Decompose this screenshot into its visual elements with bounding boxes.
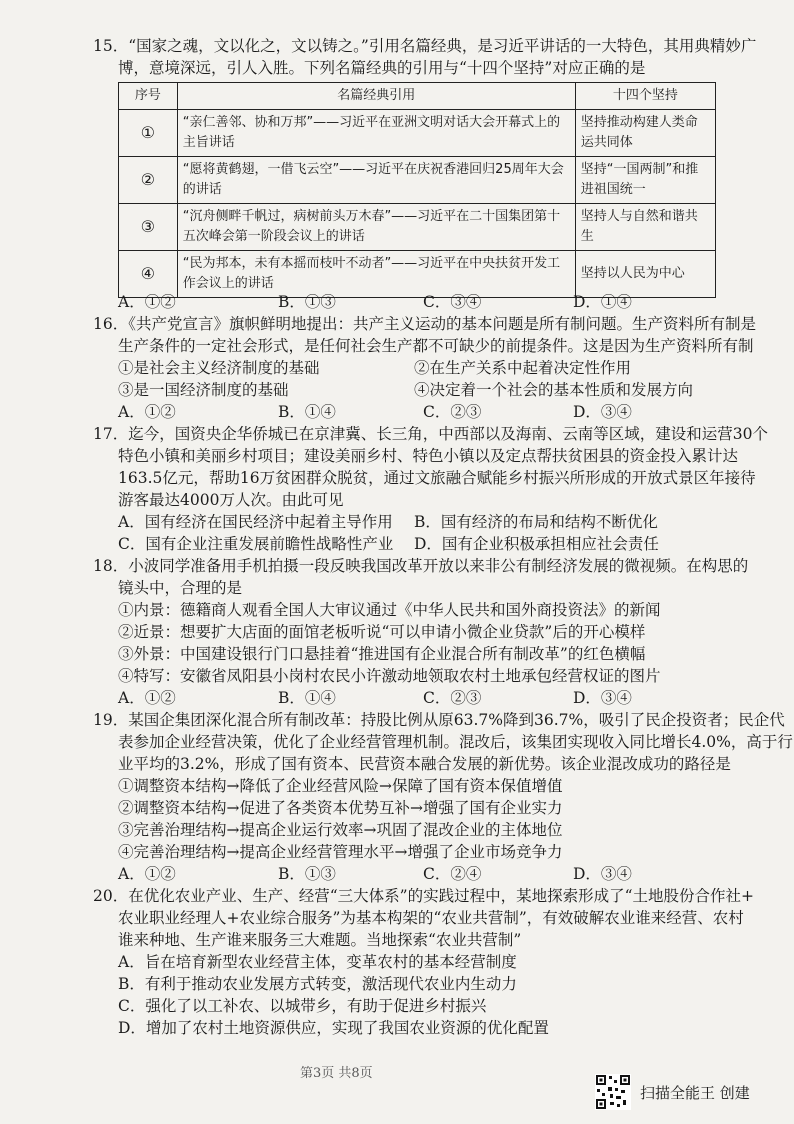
option-b[interactable]: B．①③	[278, 293, 336, 311]
statement-2: ②在生产关系中起着决定性作用	[414, 359, 632, 377]
question-17-stem-line-3: 163.5亿元，帮助16万贫困群众脱贫，通过文旅融合赋能乡村振兴所形成的开放式景区年接待	[118, 469, 756, 487]
option-c[interactable]: C．③④	[423, 293, 482, 311]
option-d[interactable]: D．③④	[573, 689, 632, 707]
option-c[interactable]: C．②④	[423, 865, 482, 883]
option-b[interactable]: B．国有经济的布局和结构不断优化	[414, 513, 658, 531]
statement-1: ①调整资本结构→降低了企业经营风险→保障了国有资本保值增值	[118, 777, 563, 795]
question-17-stem-line-4: 游客最达4000万人次。由此可见	[118, 491, 344, 509]
question-16-stem-line-1: 16．《共产党宣言》旗帜鲜明地提出：共产主义运动的基本问题是所有制问题。生产资料所有制是	[93, 315, 756, 333]
option-b[interactable]: B．有利于推动农业发展方式转变，激活现代农业内生动力	[118, 975, 517, 993]
table-cell-persist: 坚持“一国两制”和推进祖国统一	[575, 157, 715, 204]
table-cell-persist: 坚持以人民为中心	[575, 251, 715, 298]
table-cell-index: ②	[119, 157, 178, 204]
option-b[interactable]: B．①③	[278, 865, 336, 883]
question-19-stem-line-3: 业平均的3.2%，形成了国有资本、民营资本融合发展的新优势。该企业混改成功的路径是	[118, 755, 731, 773]
option-b[interactable]: B．①④	[278, 403, 336, 421]
statement-4: ④完善治理结构→提高企业经营管理水平→增强了企业市场竞争力	[118, 843, 563, 861]
question-18-stem-line-2: 镜头中，合理的是	[118, 579, 243, 597]
question-17-stem-line-2: 特色小镇和美丽乡村项目；建设美丽乡村、特色小镇以及定点帮扶贫困县的资金投入累计达	[118, 447, 739, 465]
table-cell-quote: “沉舟侧畔千帆过，病树前头万木春”——习近平在二十国集团第十五次峰会第一阶段会议上的讲话	[177, 204, 575, 251]
option-a[interactable]: A．旨在培育新型农业经营主体，变革农村的基本经营制度	[118, 953, 517, 971]
question-19-stem-line-1: 19．某国企集团深化混合所有制改革：持股比例从原63.7%降到36.7%，吸引了民企投资者；民企代	[93, 711, 785, 729]
question-16-stem-line-2: 生产条件的一定社会形式，是任何社会生产都不可缺少的前提条件。这是因为生产资料所有制	[118, 337, 754, 355]
option-c[interactable]: C．国有企业注重发展前瞻性战略性产业	[118, 535, 394, 553]
statement-2: ②调整资本结构→促进了各类资本优势互补→增强了国有企业实力	[118, 799, 563, 817]
option-a[interactable]: A．①②	[118, 293, 176, 311]
table-header-index: 序号	[119, 83, 178, 110]
question-19-stem-line-2: 表参加企业经营决策，优化了企业经营管理机制。混改后，该集团实现收入同比增长4.0%，高于行	[118, 733, 793, 751]
question-20-stem-line-2: 农业职业经理人+农业综合服务”为基本构架的“农业共营制”，有效破解农业谁来经营、农村	[118, 909, 744, 927]
table-cell-quote: “民为邦本，未有本摇而枝叶不动者”——习近平在中央扶贫开发工作会议上的讲话	[177, 251, 575, 298]
option-a[interactable]: A．①②	[118, 689, 176, 707]
statement-4: ④决定着一个社会的基本性质和发展方向	[414, 381, 694, 399]
option-d[interactable]: D．③④	[573, 865, 632, 883]
statement-3: ③完善治理结构→提高企业运行效率→巩固了混改企业的主体地位	[118, 821, 563, 839]
table-row	[119, 251, 716, 298]
table-header-row	[119, 83, 716, 110]
statement-2: ②近景：想要扩大店面的面馆老板听说“可以申请小微企业贷款”后的开心模样	[118, 623, 646, 641]
table-header-quote: 名篇经典引用	[177, 83, 575, 110]
table-cell-index: ③	[119, 204, 178, 251]
option-b[interactable]: B．①④	[278, 689, 336, 707]
question-15-stem-line-1: 15．“国家之魂，文以化之，文以铸之。”引用名篇经典，是习近平讲话的一大特色，其用典精妙广	[93, 37, 757, 55]
table-header-persist: 十四个坚持	[575, 83, 715, 110]
statement-4: ④特写：安徽省凤阳县小岗村农民小许激动地领取农村土地承包经营权证的图片	[118, 667, 661, 685]
statement-1: ①内景：德籍商人观看全国人大审议通过《中华人民共和国外商投资法》的新闻	[118, 601, 661, 619]
option-a[interactable]: A．①②	[118, 403, 176, 421]
option-d[interactable]: D．增加了农村土地资源供应，实现了我国农业资源的优化配置	[118, 1019, 549, 1037]
scanner-watermark: 扫描全能王 创建	[640, 1084, 750, 1102]
question-20-stem-line-3: 谁来种地、生产谁来服务三大难题。当地探索“农业共营制”	[118, 931, 522, 949]
option-c[interactable]: C．强化了以工补农、以城带乡，有助于促进乡村振兴	[118, 997, 487, 1015]
statement-3: ③外景：中国建设银行门口悬挂着“推进国有企业混合所有制改革”的红色横幅	[118, 645, 646, 663]
statement-3: ③是一国经济制度的基础	[118, 381, 289, 399]
table-cell-index: ④	[119, 251, 178, 298]
table-row	[119, 110, 716, 157]
question-20-stem-line-1: 20．在优化农业产业、生产、经营“三大体系”的实践过程中，某地探索形成了“土地股份合作社+	[93, 887, 754, 905]
page-footer: 第3页 共8页	[300, 1066, 373, 1081]
option-a[interactable]: A．①②	[118, 865, 176, 883]
option-a[interactable]: A．国有经济在国民经济中起着主导作用	[118, 513, 393, 531]
option-d[interactable]: D．①④	[573, 293, 632, 311]
option-d[interactable]: D．国有企业积极承担相应社会责任	[414, 535, 659, 553]
table-cell-persist: 坚持推动构建人类命运共同体	[575, 110, 715, 157]
table-row	[119, 204, 716, 251]
table-cell-persist: 坚持人与自然和谐共生	[575, 204, 715, 251]
question-18-stem-line-1: 18．小波同学准备用手机拍摄一段反映我国改革开放以来非公有制经济发展的微视频。在构思的	[93, 557, 749, 575]
qr-code-icon	[595, 1074, 631, 1110]
table-cell-quote: “亲仁善邻、协和万邦”——习近平在亚洲文明对话大会开幕式上的主旨讲话	[177, 110, 575, 157]
statement-1: ①是社会主义经济制度的基础	[118, 359, 320, 377]
option-d[interactable]: D．③④	[573, 403, 632, 421]
option-c[interactable]: C．②③	[423, 689, 482, 707]
question-17-stem-line-1: 17．迄今，国资央企华侨城已在京津冀、长三角，中西部以及海南、云南等区域，建设和运营30个	[93, 425, 768, 443]
table-cell-index: ①	[119, 110, 178, 157]
option-c[interactable]: C．②③	[423, 403, 482, 421]
table-row	[119, 157, 716, 204]
question-15-table	[118, 82, 716, 298]
question-15-stem-line-2: 博，意境深远，引人入胜。下列名篇经典的引用与“十四个坚持”对应正确的是	[118, 59, 646, 77]
table-cell-quote: “愿将黄鹤翅，一借飞云空”——习近平在庆祝香港回归25周年大会的讲话	[177, 157, 575, 204]
